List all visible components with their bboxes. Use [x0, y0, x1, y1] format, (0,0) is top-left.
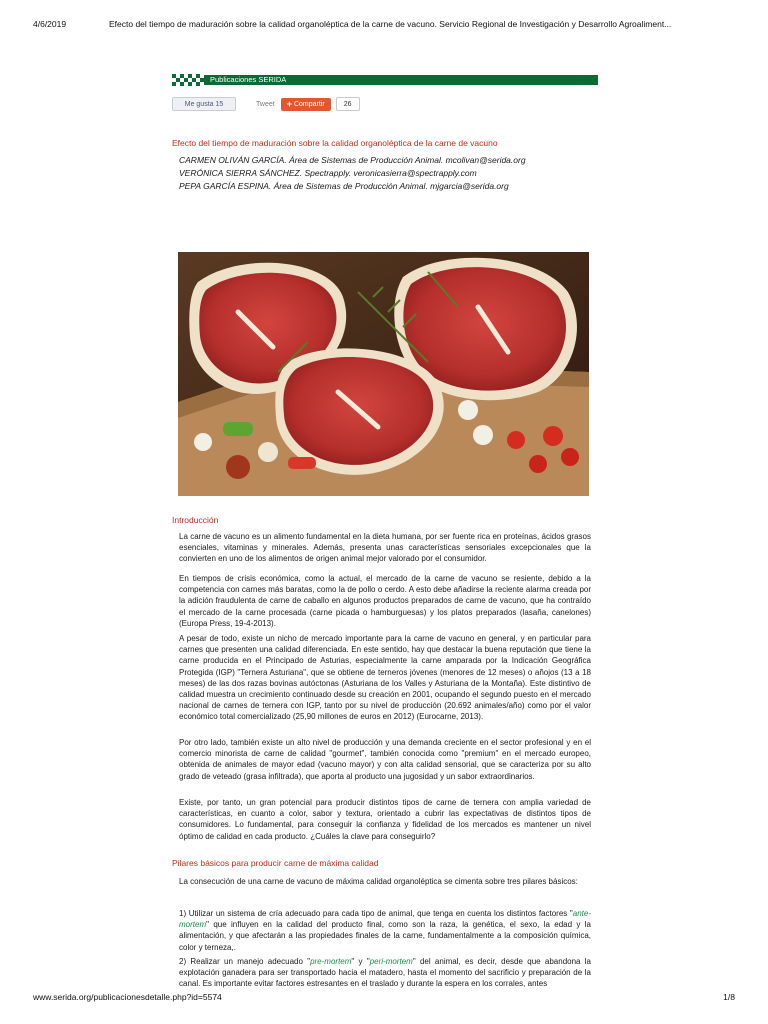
author-line: VERÓNICA SIERRA SÁNCHEZ. Spectrapply. veronicasierra@spectrapply.com: [179, 168, 477, 178]
paragraph-pillar-1: [179, 908, 591, 953]
banner-bar[interactable]: Publicaciones SERIDA: [204, 75, 598, 85]
paragraph: Existe, por tanto, un gran potencial para producir distintos tipos de carne de ternera con amplia variedad de características, en cuanto a color, sabor y textura, orientado a cubrir las expectativas de distintos tipos de consumidores. Lo fundamental, para conseguir la confianza y fidelidad de los mercados es mantener un nivel óptimo de calidad en cada producto. ¿Cuáles la clave para conseguirlo?: [179, 798, 591, 841]
authors-block: [179, 154, 599, 193]
beef-steaks-photo: [178, 252, 589, 496]
share-label: Compartir: [293, 100, 325, 108]
term-pre-mortem: pre-mortem: [310, 957, 352, 966]
print-url[interactable]: www.serida.org/publicacionesdetalle.php?id=5574: [33, 992, 222, 1002]
term-ante-mortem: ante-mortem: [179, 909, 591, 930]
social-bar: [172, 97, 360, 111]
section-heading-intro: Introducción: [172, 515, 219, 525]
print-page-number: 1/8: [723, 992, 735, 1002]
plus-icon: +: [286, 98, 292, 109]
paragraph: Por otro lado, también existe un alto nivel de producción y una demanda creciente en el sector profesional y en el comercio minorista de carne de calidad "gourmet", también conocida como "premium" en el mercado europeo, obtenida de animales de mayor edad (vacuno mayor) y con alta calidad sensorial, que se caracteriza por su alto grado de veteado (grasa infiltrada), que aporta al producto una jugosidad y un sabor extraordinarios.: [179, 738, 591, 781]
print-footer: [33, 992, 735, 1002]
text-run: " del animal, es decir, desde que abandona la explotación ganadera para ser transportado hacia el matadero, hasta el momento del sacrificio y preparación de la canal. Es importante evitar factores estresantes en el traslado y durante la espera en los corrales, antes: [179, 957, 592, 989]
like-button[interactable]: Me gusta 15: [172, 97, 236, 111]
paragraph: La carne de vacuno es un alimento fundamental en la dieta humana, por ser fuente rica en proteínas, ácidos grasos esenciales, vitaminas y minerales. Además, presenta unas características sensoriales excepcionales que la convierten en uno de los alimentos de origen animal mejor valorado por el consumidor.: [179, 532, 591, 564]
term-peri-mortem: peri-mortem: [369, 957, 413, 966]
share-count: 26: [336, 97, 360, 111]
paragraph: A pesar de todo, existe un nicho de mercado importante para la carne de vacuno en general, y en particular para carnes que presenten una calidad diferenciada. En este sentido, hay que destacar la buena reputación que tiene la carne producida en el Principado de Asturias, especialmente la carne amparada por la Indicación Geográfica Protegida (IGP) "Ternera Asturiana", que se obtiene de terneros jóvenes (menores de 12 meses) o añojos (13 a 18 meses) de las dos razas bovinas autóctonas (Asturiana de los Valles y Asturiana de la Montaña). Este distintivo de calidad muestra un crecimiento continuado desde su creación en 2001, ocupando el segundo puesto en el mercado nacional de carnes de ternera con IGP, tanto por su nivel de producción (20.692 animales/año) como por el valor económico total comercializado (25,90 millones de euros en 2012) (Eurocarne, 2013).: [179, 634, 591, 722]
print-page-title: Efecto del tiempo de maduración sobre la calidad organoléptica de la carne de vacuno. Servicio Regional de Investigación y Desarrollo Agroaliment...: [109, 19, 672, 29]
print-date: 4/6/2019: [33, 19, 67, 29]
tweet-button[interactable]: Tweet: [256, 100, 275, 108]
article-title: Efecto del tiempo de maduración sobre la calidad organoléptica de la carne de vacuno: [172, 138, 498, 148]
text-run: " y ": [351, 957, 370, 966]
text-run: 2) Realizar un manejo adecuado ": [179, 957, 311, 966]
paragraph: En tiempos de crisis económica, como la actual, el mercado de la carne de vacuno se resiente, debido a la competencia con carnes más baratas, como la de pollo o cerdo. A esto debe añadirse la reciente alarma creada por la adición fraudulenta de carne de caballo en algunos productos preparados de carne de vacuno, que ha contraído el mercado de la carne procesada (carne picada o hamburguesas) y los platos preparados (lasaña, canelones) (Europa Press, 19-4-2013).: [179, 574, 591, 628]
author-line: PEPA GARCÍA ESPINA. Área de Sistemas de Producción Animal. mjgarcia@serida.org: [179, 181, 509, 191]
share-button[interactable]: [281, 98, 331, 111]
paragraph-pillar-2: [179, 956, 591, 990]
text-run: 1) Utilizar un sistema de cría adecuado para cada tipo de animal, que tenga en cuenta los distintos factores ": [179, 909, 573, 918]
publications-banner: [172, 74, 598, 86]
section-heading-pillars: Pilares básicos para producir carne de máxima calidad: [172, 858, 379, 868]
text-run: " que influyen en la calidad del producto final, como son la raza, la genética, el sexo, la edad y la alimentación, y que afectarán a las propiedades finales de la carne, fundamentalmente a la composición química, color y terneza,.: [179, 920, 591, 952]
print-header: [33, 19, 735, 29]
serida-logo-checker: [172, 74, 204, 86]
author-line: CARMEN OLIVÁN GARCÍA. Área de Sistemas de Producción Animal. mcolivan@serida.org: [179, 155, 526, 165]
paragraph: La consecución de una carne de vacuno de máxima calidad organoléptica se cimenta sobre tres pilares básicos:: [179, 877, 578, 886]
